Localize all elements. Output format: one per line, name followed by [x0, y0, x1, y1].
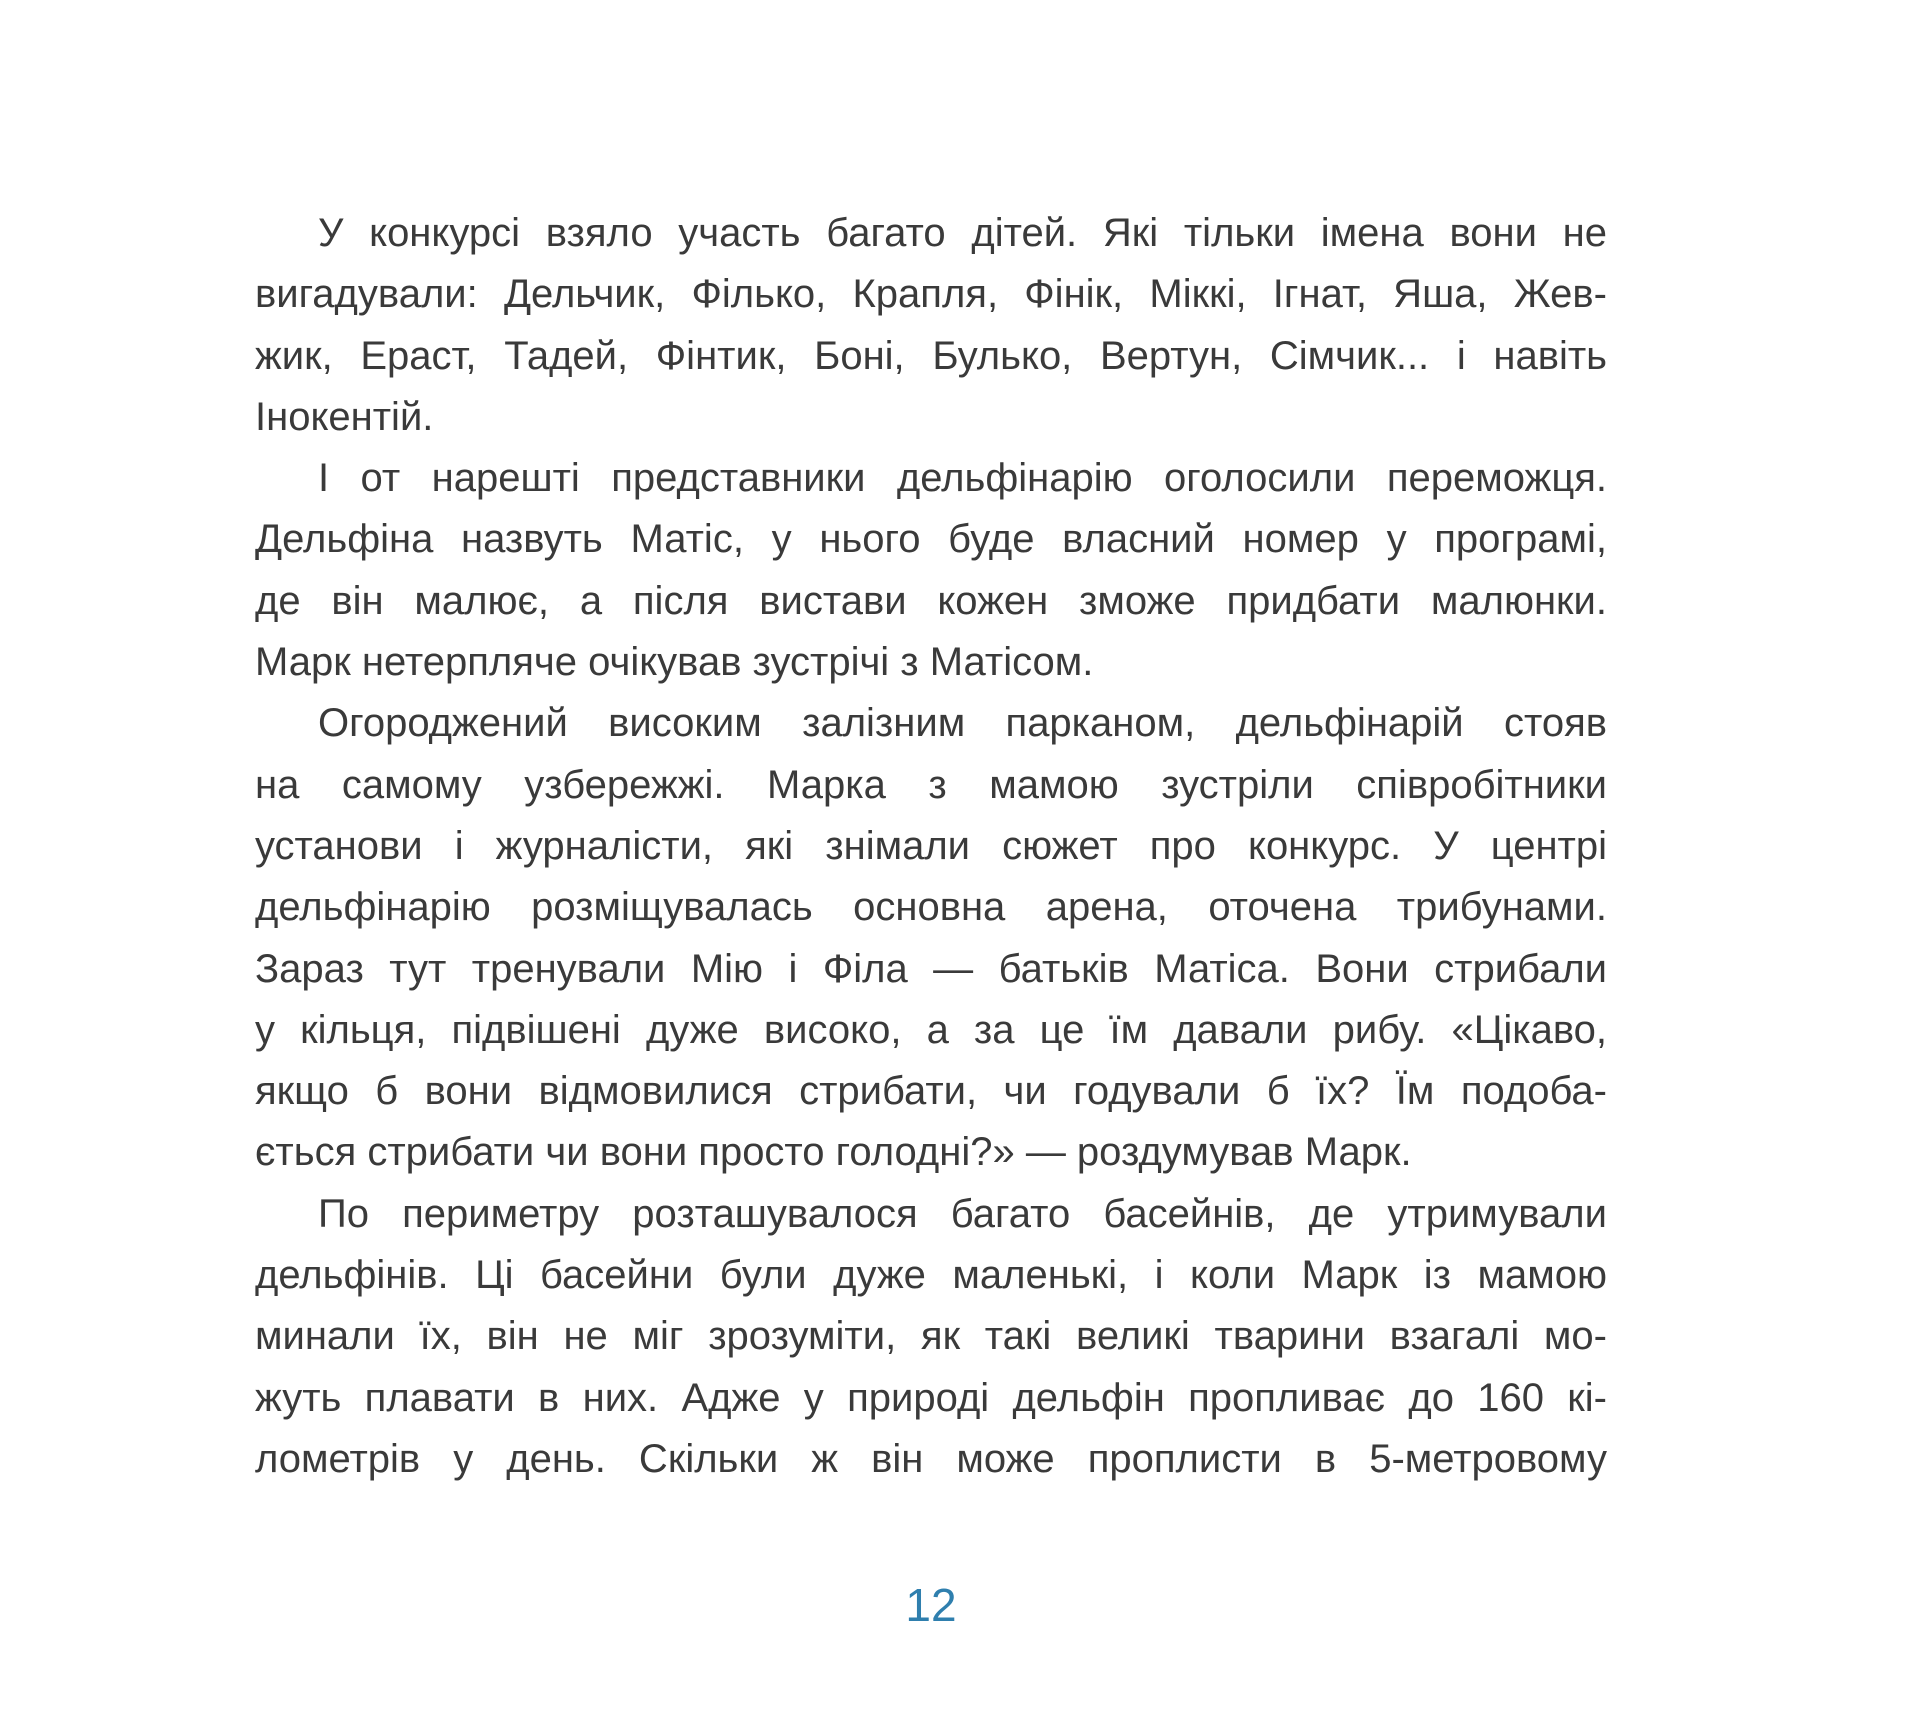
text-line: дельфінарію розміщувалась основна арена, оточена трибунами. [255, 885, 1607, 930]
text-line: на самому узбережжі. Марка з мамою зустріли співробітники [255, 762, 1607, 807]
text-line: Зараз тут тренували Мію і Філа — батьків Матіса. Вони стрибали [255, 946, 1607, 991]
text-line: І от нарешті представники дельфінарію оголосили переможця. [318, 456, 1607, 501]
text-line: вигадували: Дельчик, Філько, Крапля, Фінік, Міккі, Ігнат, Яша, Жев- [255, 272, 1607, 317]
text-line: де він малює, а після вистави кожен зможе придбати малюнки. [255, 578, 1607, 623]
text-line: минали їх, він не міг зрозуміти, як такі великі тварини взагалі мо- [255, 1314, 1607, 1359]
text-line: дельфінів. Ці басейни були дуже маленькі, і коли Марк із мамою [255, 1253, 1607, 1298]
text-line: Інокентій. [255, 394, 434, 439]
text-line: жуть плавати в них. Адже у природі дельфін пропливає до 160 кі- [255, 1375, 1607, 1420]
paragraph [255, 693, 1607, 1183]
text-line: У конкурсі взяло участь багато дітей. Які тільки імена вони не [318, 211, 1607, 255]
paragraph [255, 448, 1607, 693]
paragraph [255, 1184, 1607, 1490]
text-line: жик, Ераст, Тадей, Фінтик, Боні, Булько, Вертун, Сімчик... і навіть [255, 333, 1607, 378]
text-line: Марк нетерпляче очікував зустрічі з Матісом. [255, 640, 1094, 685]
text-line: якщо б вони відмовилися стрибати, чи годували б їх? Їм подоба- [255, 1069, 1607, 1114]
text-line: Дельфіна назвуть Матіс, у нього буде власний номер у програмі, [255, 517, 1607, 562]
page-number: 12 [905, 1579, 957, 1631]
text-line: По периметру розташувалося багато басейнів, де утримували [318, 1191, 1607, 1236]
paragraph [255, 203, 1607, 448]
text-line: ється стрибати чи вони просто голодні?» — роздумував Марк. [255, 1130, 1412, 1175]
body-text [255, 203, 1607, 1490]
text-line: лометрів у день. Скільки ж він може проплисти в 5-метровому [255, 1436, 1607, 1481]
text-line: у кільця, підвішені дуже високо, а за це їм давали рибу. «Цікаво, [255, 1007, 1607, 1052]
text-line: Огороджений високим залізним парканом, дельфінарій стояв [318, 701, 1607, 746]
text-line: установи і журналісти, які знімали сюжет про конкурс. У центрі [255, 823, 1607, 868]
